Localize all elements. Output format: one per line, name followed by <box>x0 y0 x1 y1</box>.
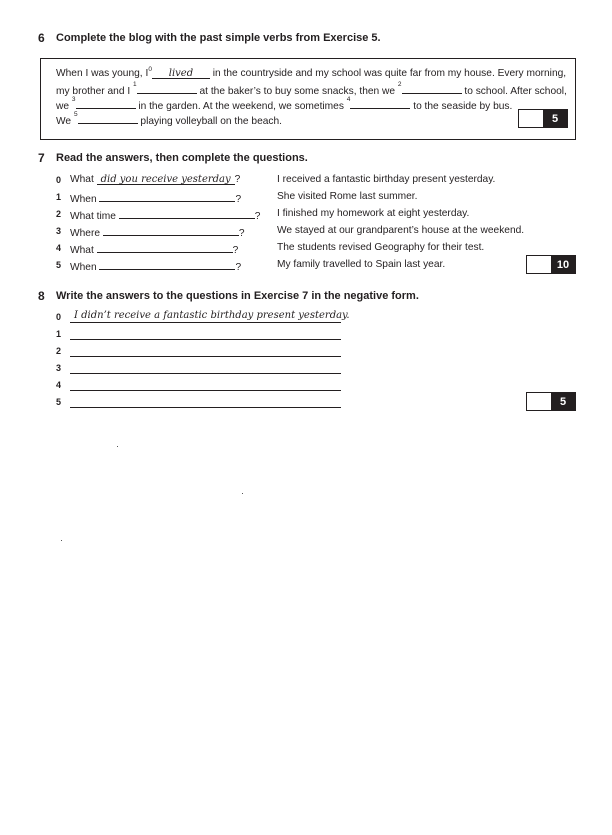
answer-text: I received a fantastic birthday present yesterday. <box>277 174 496 185</box>
answer-line-1[interactable] <box>70 339 341 340</box>
answer-gap-2[interactable] <box>402 83 462 94</box>
example-question: did you receive yesterday <box>100 174 231 185</box>
example-negative-answer: I didn’t receive a fantastic birthday present yesterday. <box>74 310 350 321</box>
blog-text: my brother and I <box>56 86 131 97</box>
row-number: 5 <box>56 260 62 270</box>
question-mark: ? <box>234 174 241 185</box>
question-word: What <box>70 245 94 256</box>
answer-text: My family travelled to Spain last year. <box>277 259 446 270</box>
question-mark: ? <box>235 194 242 205</box>
blog-text: We <box>56 116 72 127</box>
question-row-0 <box>70 174 240 185</box>
row-number: 2 <box>56 346 62 356</box>
exercise-8-score-box <box>526 392 576 411</box>
question-row-2 <box>70 208 260 222</box>
row-number: 3 <box>56 363 62 373</box>
answer-line-2[interactable] <box>70 356 341 357</box>
question-word: What time <box>70 211 116 222</box>
blog-text: to school. After school, <box>464 86 567 97</box>
answer-line-5[interactable] <box>70 407 341 408</box>
question-mark: ? <box>238 228 245 239</box>
question-word: Where <box>70 228 101 239</box>
gap-number: 3 <box>71 96 76 103</box>
question-row-5 <box>70 259 241 273</box>
score-total: 5 <box>551 393 575 410</box>
answer-text: I finished my homework at eight yesterday. <box>277 208 470 219</box>
blog-text: When I was young, I <box>56 68 149 79</box>
blog-text: in the garden. At the weekend, we sometimes <box>138 101 344 112</box>
gap-number: 5 <box>73 111 78 118</box>
score-entry[interactable] <box>519 110 543 127</box>
blog-text: we <box>56 101 70 112</box>
row-number: 0 <box>56 312 62 322</box>
exercise-7-title: Read the answers, then complete the questions. <box>56 152 308 164</box>
question-gap[interactable] <box>119 208 255 219</box>
example-question-gap <box>97 174 235 185</box>
score-total: 5 <box>543 110 567 127</box>
question-row-3 <box>70 225 245 239</box>
exercise-8-title: Write the answers to the questions in Exercise 7 in the negative form. <box>56 290 419 302</box>
blog-text: playing volleyball on the beach. <box>140 116 283 127</box>
question-gap[interactable] <box>99 191 235 202</box>
score-total: 10 <box>551 256 575 273</box>
row-number: 0 <box>56 175 62 185</box>
example-answer: lived <box>168 68 194 79</box>
exercise-6-number: 6 <box>38 31 45 45</box>
exercise-7-number: 7 <box>38 151 45 165</box>
page-speck <box>242 493 243 494</box>
question-gap[interactable] <box>99 259 235 270</box>
blog-line-1 <box>56 68 566 79</box>
answer-text: We stayed at our grandparent’s house at the weekend. <box>277 225 525 236</box>
question-mark: ? <box>235 262 242 273</box>
answer-gap-3[interactable] <box>76 98 136 109</box>
gap-number: 2 <box>397 81 402 88</box>
question-gap[interactable] <box>97 242 233 253</box>
exercise-7-score-box <box>526 255 576 274</box>
answer-line-3[interactable] <box>70 373 341 374</box>
question-gap[interactable] <box>103 225 239 236</box>
answer-line-0 <box>70 322 341 323</box>
blog-text: in the countryside and my school was quite far from my house. Every morning, <box>212 68 567 79</box>
blog-line-2 <box>56 83 567 97</box>
row-number: 2 <box>56 209 62 219</box>
answer-gap-1[interactable] <box>137 83 197 94</box>
row-number: 3 <box>56 226 62 236</box>
row-number: 5 <box>56 397 62 407</box>
exercise-6-title: Complete the blog with the past simple verbs from Exercise 5. <box>56 32 381 44</box>
score-entry[interactable] <box>527 256 551 273</box>
page-speck <box>61 540 62 541</box>
exercise-6-score-box <box>518 109 568 128</box>
blog-line-3 <box>56 98 512 112</box>
blog-text: at the baker’s to buy some snacks, then we <box>199 86 396 97</box>
row-number: 1 <box>56 329 62 339</box>
gap-number: 4 <box>346 96 351 103</box>
exercise-8-number: 8 <box>38 289 45 303</box>
question-mark: ? <box>254 211 261 222</box>
row-number: 4 <box>56 380 62 390</box>
question-mark: ? <box>232 245 239 256</box>
question-row-1 <box>70 191 241 205</box>
answer-text: She visited Rome last summer. <box>277 191 418 202</box>
example-gap <box>152 68 210 79</box>
answer-gap-5[interactable] <box>78 113 138 124</box>
page-speck <box>117 446 118 447</box>
answer-text: The students revised Geography for their test. <box>277 242 485 253</box>
answer-line-4[interactable] <box>70 390 341 391</box>
score-entry[interactable] <box>527 393 551 410</box>
row-number: 4 <box>56 243 62 253</box>
question-row-4 <box>70 242 238 256</box>
question-word: What <box>70 174 94 185</box>
row-number: 1 <box>56 192 62 202</box>
blog-text: to the seaside by bus. <box>413 101 513 112</box>
blog-line-4 <box>56 113 282 127</box>
question-word: When <box>70 262 97 273</box>
answer-gap-4[interactable] <box>350 98 410 109</box>
question-word: When <box>70 194 97 205</box>
gap-number: 1 <box>133 81 137 88</box>
gap-number: 0 <box>148 66 152 73</box>
